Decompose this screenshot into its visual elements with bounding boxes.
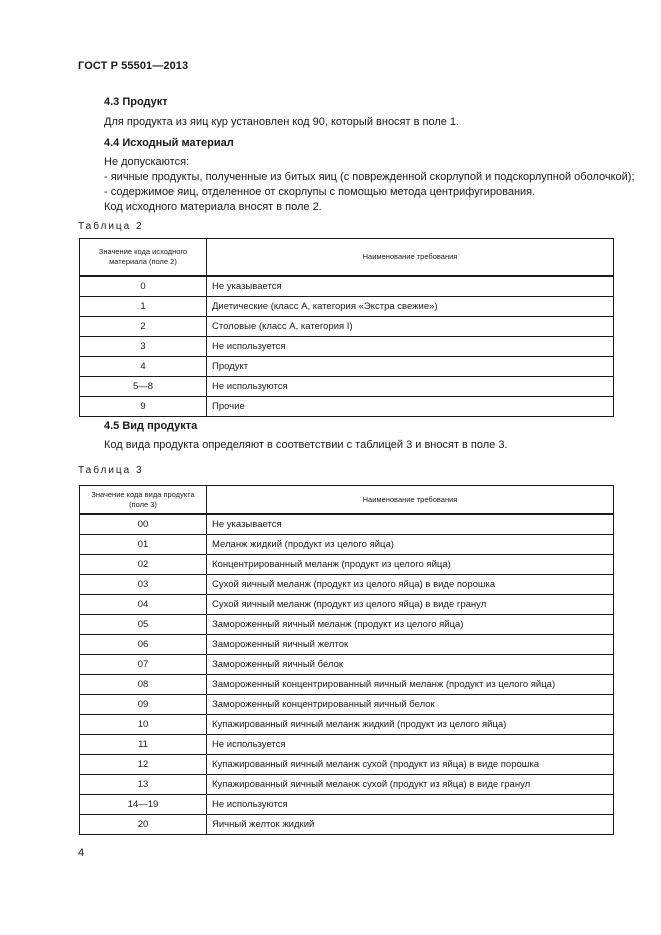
code-cell: 04 <box>80 595 207 615</box>
code-cell: 1 <box>80 297 207 317</box>
section-4-4-line: Не допускаются: <box>104 156 190 168</box>
code-cell: 07 <box>80 655 207 675</box>
name-cell: Не используются <box>207 795 614 815</box>
document-header: ГОСТ Р 55501—2013 <box>78 60 189 72</box>
table-row <box>80 575 614 595</box>
name-cell: Замороженный яичный желток <box>207 635 614 655</box>
table-3 <box>79 485 614 835</box>
section-4-4-text <box>104 155 635 215</box>
table-row <box>80 535 614 555</box>
section-4-3-title: 4.3 Продукт <box>104 96 168 108</box>
table-row <box>80 514 614 535</box>
name-cell: Не используется <box>207 735 614 755</box>
code-cell: 10 <box>80 715 207 735</box>
table-row <box>80 775 614 795</box>
section-4-4-line: Код исходного материала вносят в поле 2. <box>104 201 322 213</box>
table-row <box>80 675 614 695</box>
table-row <box>80 815 614 835</box>
table-3-header-code: Значение кода вида продукта (поле 3) <box>80 486 207 515</box>
table-row <box>80 735 614 755</box>
section-4-4-line: - яичные продукты, полученные из битых яиц (с поврежденной скорлупой и подскорлупной оболочкой); <box>104 171 635 183</box>
name-cell: Не указывается <box>207 514 614 535</box>
name-cell: Замороженный яичный белок <box>207 655 614 675</box>
table-row <box>80 317 614 337</box>
code-cell: 3 <box>80 337 207 357</box>
page-number: 4 <box>78 847 85 859</box>
name-cell: Купажированный яичный меланж сухой (продукт из яйца) в виде порошка <box>207 755 614 775</box>
code-cell: 09 <box>80 695 207 715</box>
name-cell: Не используется <box>207 337 614 357</box>
code-cell: 01 <box>80 535 207 555</box>
code-cell: 9 <box>80 397 207 417</box>
table-2-header-code: Значение кода исходного материала (поле 2) <box>80 239 207 277</box>
code-cell: 11 <box>80 735 207 755</box>
table-2-header-name: Наименование требования <box>207 239 614 277</box>
table-2 <box>79 238 614 417</box>
name-cell: Сухой яичный меланж (продукт из целого яйца) в виде порошка <box>207 575 614 595</box>
table-row <box>80 635 614 655</box>
table-row <box>80 397 614 417</box>
code-cell: 13 <box>80 775 207 795</box>
code-cell: 02 <box>80 555 207 575</box>
section-4-5-title: 4.5 Вид продукта <box>104 420 198 432</box>
table-row <box>80 357 614 377</box>
code-cell: 0 <box>80 276 207 297</box>
code-cell: 00 <box>80 514 207 535</box>
code-cell: 20 <box>80 815 207 835</box>
table-row <box>80 377 614 397</box>
section-4-4-line: - содержимое яиц, отделенное от скорлупы с помощью метода центрифугирования. <box>104 186 536 198</box>
section-4-4-title: 4.4 Исходный материал <box>104 137 234 149</box>
code-cell: 14—19 <box>80 795 207 815</box>
code-cell: 5—8 <box>80 377 207 397</box>
name-cell: Столовые (класс А, категория I) <box>207 317 614 337</box>
name-cell: Не указывается <box>207 276 614 297</box>
code-cell: 12 <box>80 755 207 775</box>
table-row <box>80 276 614 297</box>
name-cell: Купажированный яичный меланж жидкий (продукт из целого яйца) <box>207 715 614 735</box>
table-2-caption: Таблица 2 <box>78 221 144 232</box>
name-cell: Концентрированный меланж (продукт из целого яйца) <box>207 555 614 575</box>
name-cell: Замороженный яичный меланж (продукт из целого яйца) <box>207 615 614 635</box>
table-row <box>80 595 614 615</box>
name-cell: Не используются <box>207 377 614 397</box>
table-row <box>80 297 614 317</box>
code-cell: 08 <box>80 675 207 695</box>
table-3-caption: Таблица 3 <box>78 465 144 476</box>
code-cell: 4 <box>80 357 207 377</box>
name-cell: Меланж жидкий (продукт из целого яйца) <box>207 535 614 555</box>
table-row <box>80 715 614 735</box>
name-cell: Сухой яичный меланж (продукт из целого яйца) в виде гранул <box>207 595 614 615</box>
table-row <box>80 655 614 675</box>
code-cell: 05 <box>80 615 207 635</box>
code-cell: 2 <box>80 317 207 337</box>
table-row <box>80 555 614 575</box>
code-cell: 06 <box>80 635 207 655</box>
name-cell: Яичный желток жидкий <box>207 815 614 835</box>
table-row <box>80 695 614 715</box>
table-3-header-name: Наименование требования <box>207 486 614 515</box>
table-row <box>80 755 614 775</box>
name-cell: Купажированный яичный меланж сухой (продукт из яйца) в виде гранул <box>207 775 614 795</box>
code-cell: 03 <box>80 575 207 595</box>
name-cell: Диетические (класс А, категория «Экстра свежие») <box>207 297 614 317</box>
table-row <box>80 795 614 815</box>
name-cell: Продукт <box>207 357 614 377</box>
name-cell: Замороженный концентрированный яичный меланж (продукт из целого яйца) <box>207 675 614 695</box>
name-cell: Прочие <box>207 397 614 417</box>
section-4-5-text: Код вида продукта определяют в соответствии с таблицей 3 и вносят в поле 3. <box>104 439 508 451</box>
table-row <box>80 337 614 357</box>
section-4-3-text: Для продукта из яиц кур установлен код 90, который вносят в поле 1. <box>104 116 460 128</box>
name-cell: Замороженный концентрированный яичный белок <box>207 695 614 715</box>
table-row <box>80 615 614 635</box>
